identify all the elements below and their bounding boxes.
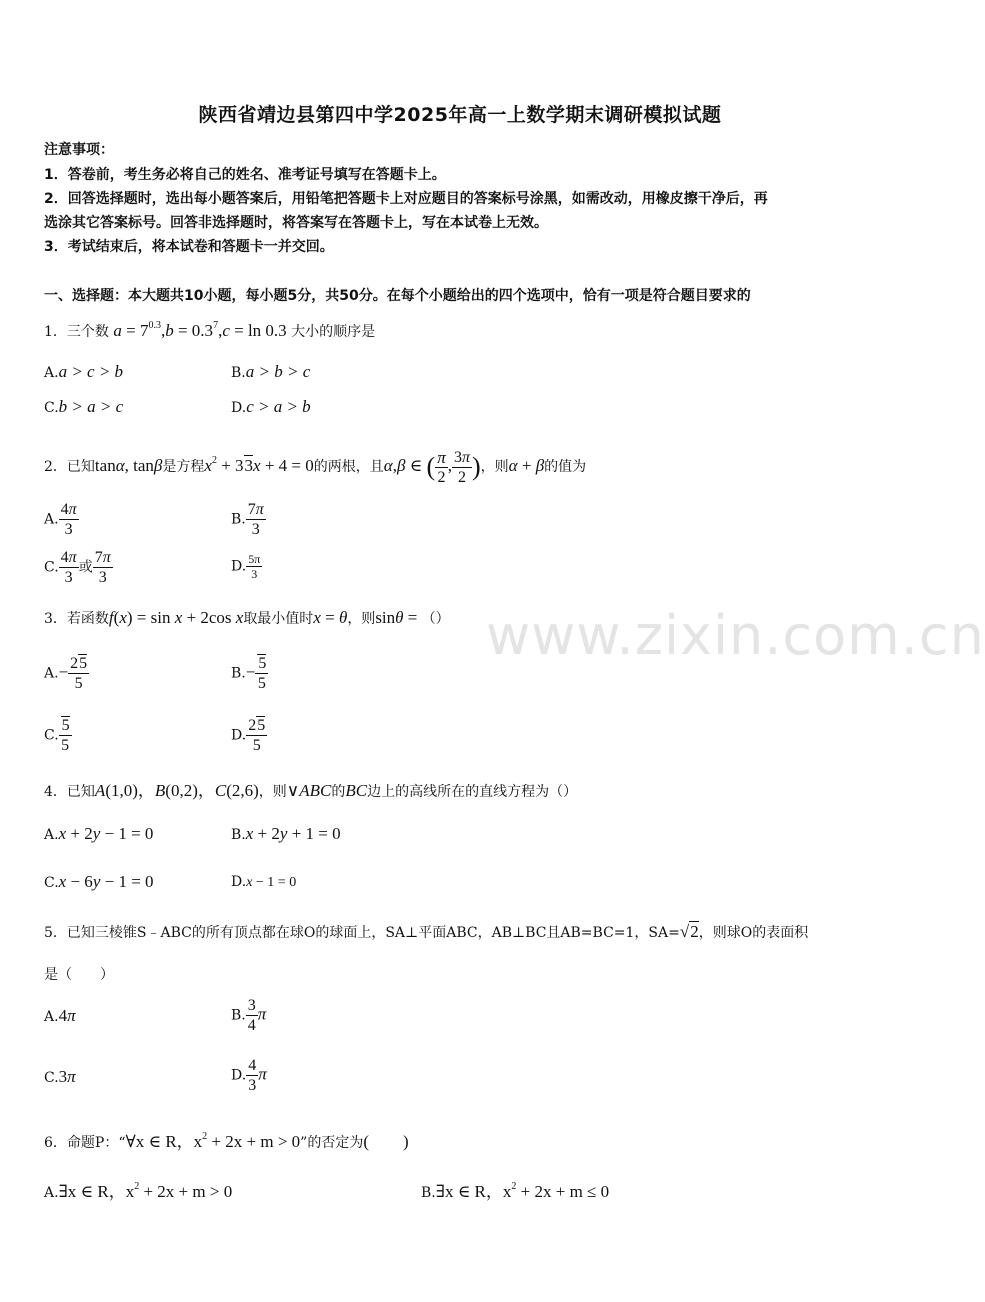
question-3 <box>44 608 450 628</box>
math: α <box>508 456 518 475</box>
math: x <box>58 872 67 891</box>
math: − 6 <box>66 872 93 891</box>
option-a <box>44 500 79 539</box>
math: (0,2)， <box>165 781 215 800</box>
option-label: C. <box>44 400 59 416</box>
math: β <box>396 456 406 475</box>
option-d <box>231 716 267 755</box>
math: f <box>108 608 114 627</box>
option-label: D. <box>231 558 247 575</box>
option-label: D. <box>231 400 247 416</box>
question-2 <box>44 438 586 490</box>
math: , <box>447 456 452 475</box>
math: y <box>279 824 288 843</box>
math: ∀x ∈ R，$x^2 + 2x + m > 0$ <box>125 1131 301 1151</box>
math: = <box>320 608 339 627</box>
math: − <box>245 662 256 682</box>
question-6-lead: 6．命题P：“ <box>44 1135 126 1151</box>
option-d <box>231 1056 267 1095</box>
fraction: $\frac{5\pi}{3}$ <box>248 552 261 581</box>
option-c <box>44 548 113 587</box>
question-3-text: ，则 <box>347 611 376 627</box>
option-label: A. <box>44 665 59 682</box>
question-3-text: （） <box>421 611 450 627</box>
option-label: C. <box>44 559 59 576</box>
math: α <box>383 456 393 475</box>
math: = $0.3^7$, <box>173 320 223 340</box>
math: B <box>154 781 166 800</box>
math: β <box>535 456 545 475</box>
option-b <box>231 996 266 1035</box>
fraction: $\frac{5}{5}$ <box>255 654 268 693</box>
math: ∈ <box>405 456 427 475</box>
option-b <box>421 1177 609 1202</box>
math: c > a > b <box>246 397 311 416</box>
notes-heading: 注意事项： <box>44 142 114 158</box>
math: BC <box>345 781 368 800</box>
question-6-text: ”的否定为 <box>300 1135 364 1151</box>
math: y <box>92 824 101 843</box>
math: a <box>113 321 122 340</box>
math: tan <box>94 456 116 475</box>
option-d <box>231 397 311 417</box>
math: π <box>257 1004 267 1024</box>
math: sin <box>375 608 396 627</box>
math: ( <box>113 608 120 627</box>
math: (2,6) <box>226 781 259 800</box>
option-a <box>44 1177 232 1202</box>
option-label: C. <box>44 727 59 744</box>
option-a <box>44 1006 76 1026</box>
question-3-text: 取最小值时 <box>243 611 314 627</box>
math: ) <box>471 452 481 481</box>
math: β <box>153 456 163 475</box>
math: a > b > c <box>245 362 311 381</box>
math: x <box>119 608 127 627</box>
math: = $7^{0.3}$, <box>121 320 166 340</box>
option-label: A. <box>44 365 59 381</box>
math: + 2 <box>66 824 93 843</box>
math: x <box>204 456 212 475</box>
math: θ <box>338 608 348 627</box>
fraction: $\frac{4\pi}{3}$ <box>60 501 77 538</box>
math: C <box>214 781 227 800</box>
option-label: B. <box>231 665 246 682</box>
fraction: $\frac{\pi}{2}$ <box>437 447 446 486</box>
math: x <box>58 824 67 843</box>
note-item: 3．考试结束后，将本试卷和答题卡一并交回。 <box>44 239 334 255</box>
question-6 <box>44 1127 409 1152</box>
math: ABC <box>299 781 332 800</box>
fraction: $\frac{4\pi}{3}$ <box>60 549 77 586</box>
option-label: A. <box>44 1185 59 1201</box>
option-d <box>231 552 262 581</box>
option-label: B. <box>231 1007 246 1024</box>
math: = ln 0.3 <box>229 321 287 340</box>
option-label: A. <box>44 827 59 843</box>
question-4-text: 边上的高线所在的直线方程为（） <box>367 784 578 800</box>
math: A <box>94 781 106 800</box>
option-label: A. <box>44 511 59 528</box>
option-label: C. <box>44 875 59 891</box>
fraction: $\frac{7\pi}{3}$ <box>94 549 111 586</box>
math: $^2$ + 33 <box>211 455 254 475</box>
math: x <box>246 875 253 890</box>
option-b <box>231 654 268 693</box>
option-a <box>44 362 123 382</box>
fraction: $\frac{3}{4}$ <box>247 997 256 1034</box>
math: ∨ <box>286 781 300 800</box>
question-2-text: 的值为 <box>544 459 587 475</box>
question-2-lead: 2．已知 <box>44 459 95 475</box>
math: α <box>115 456 125 475</box>
math: , tan <box>124 456 154 475</box>
question-4-lead: 4．已知 <box>44 784 95 800</box>
math: ∃x ∈ R，$x^2 + 2x + m > 0$ <box>58 1181 233 1201</box>
question-1-tail: 大小的顺序是 <box>291 324 376 340</box>
question-5-text: 5．已知三棱锥S﹣ABC的所有顶点都在球O的球面上，SA⊥平面ABC，AB⊥BC且AB=BC=1，SA= <box>44 925 680 941</box>
option-label: B. <box>421 1185 436 1201</box>
question-1-lead: 1．三个数 <box>44 324 109 340</box>
math: b > a > c <box>58 397 124 416</box>
fraction: $\frac{4}{3}$ <box>248 1057 257 1094</box>
note-item: 1．答卷前，考生务必将自己的姓名、准考证号填写在答题卡上。 <box>44 167 446 183</box>
question-4-text: 的 <box>331 784 346 800</box>
math: ∃x ∈ R，$x^2 + 2x + m \le 0$ <box>435 1181 610 1201</box>
option-a <box>44 824 153 844</box>
math: c <box>222 321 230 340</box>
option-b <box>231 500 266 539</box>
option-c <box>44 872 154 892</box>
option-label: B. <box>231 365 246 381</box>
question-3-lead: 3．若函数 <box>44 611 109 627</box>
math: a > c > b <box>58 362 124 381</box>
option-label: D. <box>231 874 247 890</box>
math: 3π <box>58 1067 76 1086</box>
math: b <box>165 321 174 340</box>
question-1 <box>44 320 375 341</box>
option-c <box>44 397 123 417</box>
question-2-text: ，则 <box>480 459 509 475</box>
or-text: 或 <box>78 559 93 576</box>
math: x <box>313 608 321 627</box>
math: x <box>253 456 261 475</box>
note-item: 选涂其它答案标号。回答非选择题时，将答案写在答题卡上，写在本试卷上无效。 <box>44 215 548 231</box>
math: ( ) <box>363 1132 409 1151</box>
question-2-text: 的两根，且 <box>313 459 384 475</box>
fraction: $\frac{25}{5}$ <box>70 655 88 692</box>
math: π <box>258 1064 267 1084</box>
math: + 2 <box>253 824 280 843</box>
math: ) = sin <box>126 608 175 627</box>
option-label: D. <box>231 1067 247 1084</box>
math: − 1 = 0 <box>252 875 297 890</box>
option-c <box>44 1067 76 1087</box>
option-label: B. <box>231 511 246 528</box>
math: − 1 = 0 <box>100 872 154 891</box>
math: + 4 = 0 <box>260 456 314 475</box>
math: x <box>174 608 183 627</box>
option-d <box>231 874 296 891</box>
math: − <box>58 662 69 682</box>
question-5 <box>44 922 808 942</box>
option-label: D. <box>231 727 247 744</box>
math: √2 <box>679 922 699 941</box>
option-b <box>231 362 310 382</box>
option-c <box>44 716 72 755</box>
math: θ <box>395 608 404 627</box>
math: x <box>235 608 244 627</box>
math: + 2cos <box>182 608 236 627</box>
section-heading: 一、选择题：本大题共10小题，每小题5分，共50分。在每个小题给出的四个选项中，恰有一项是符合题目要求的 <box>44 288 751 304</box>
math: y <box>92 872 101 891</box>
question-5-line2: 是（ ） <box>44 967 114 983</box>
math: = <box>403 608 422 627</box>
fraction: $\frac{25}{5}$ <box>248 717 266 754</box>
option-label: A. <box>44 1009 59 1025</box>
question-4 <box>44 776 577 801</box>
fraction: $\frac{5}{5}$ <box>59 716 72 755</box>
math: + <box>517 456 536 475</box>
math: (1,0)， <box>105 781 155 800</box>
fraction: $\frac{3\pi}{2}$ <box>453 448 470 486</box>
math: x <box>245 824 254 843</box>
option-label: B. <box>231 827 246 843</box>
math: − 1 = 0 <box>100 824 154 843</box>
math: ( <box>426 452 436 481</box>
fraction: $\frac{7\pi}{3}$ <box>247 501 264 538</box>
option-a <box>44 654 89 693</box>
question-2-text: 是方程 <box>162 459 205 475</box>
question-5-text: ，则球O的表面积 <box>698 925 809 941</box>
option-b <box>231 824 341 844</box>
math: 4π <box>58 1006 76 1025</box>
question-4-text: ，则 <box>258 784 287 800</box>
note-item: 2．回答选择题时，选出每小题答案后，用铅笔把答题卡上对应题目的答案标号涂黑，如需改动，用橡皮擦干净后，再 <box>44 191 768 207</box>
math: + 1 = 0 <box>287 824 341 843</box>
watermark: www.zixin.com.cn <box>486 604 985 667</box>
option-label: C. <box>44 1070 59 1086</box>
math: , <box>392 456 397 475</box>
exam-title: 陕西省靖边县第四中学2025年高一上数学期末调研模拟试题 <box>198 104 722 126</box>
